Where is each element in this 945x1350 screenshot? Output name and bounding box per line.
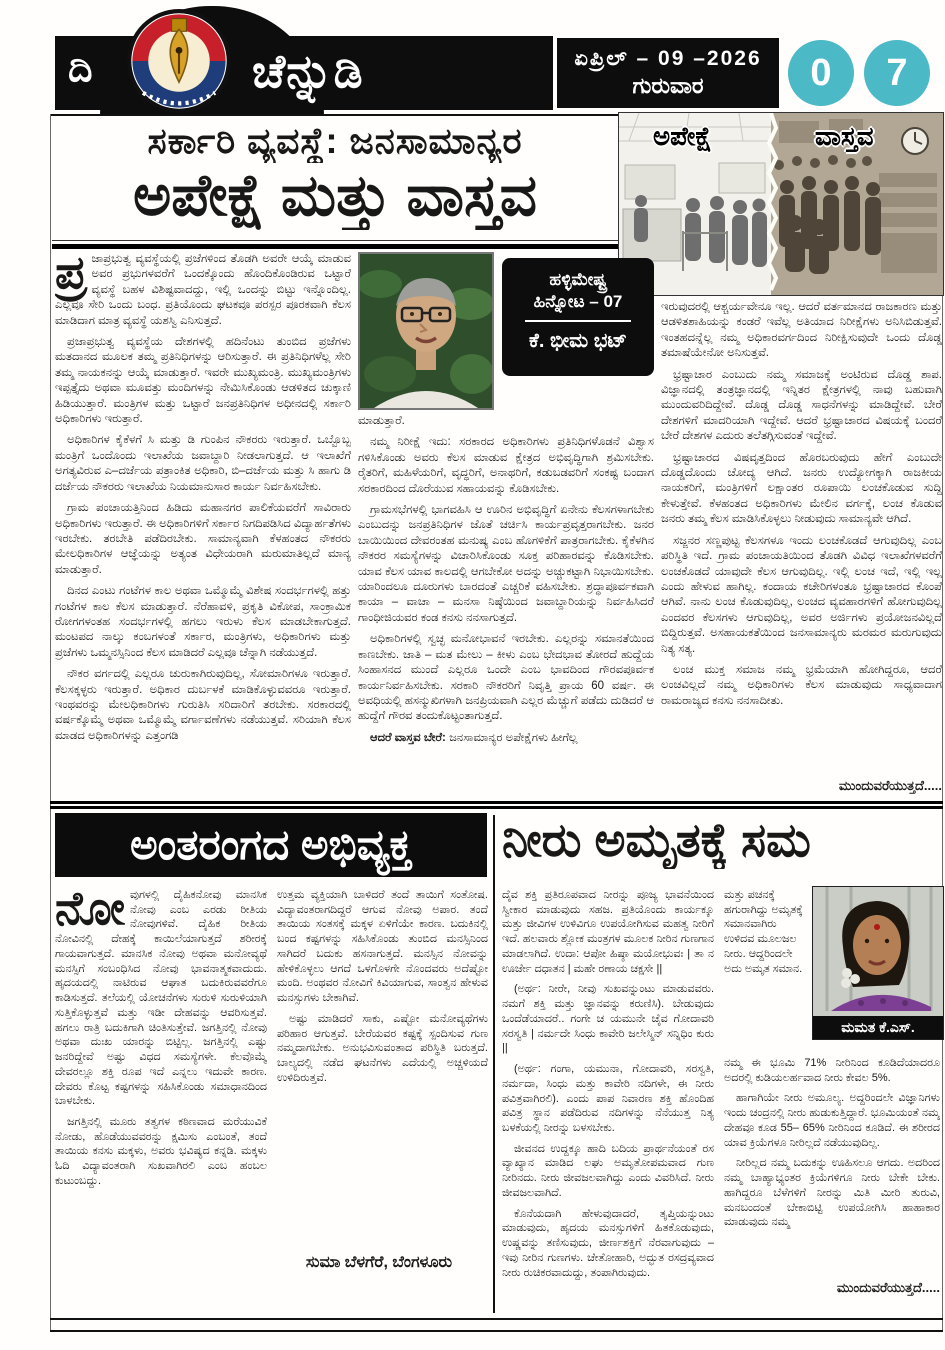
headline-rule — [52, 244, 618, 249]
pen-nib-logo-icon — [126, 8, 232, 114]
day-text: ಗುರುವಾರ — [632, 73, 704, 98]
page-frame-left — [50, 114, 51, 1330]
body-paragraph: ಲಂಚ ಮುಕ್ತ ಸಮಾಜ ನಮ್ಮ ಭ್ರಮೆಯಾಗಿ ಹೋಗಿದ್ದರೂ, ಆದರೆ ಲಂಚವಿಲ್ಲದೆ ನಮ್ಮ ಅಧಿಕಾರಿಗಳು ಕೆಲಸ ಮಾಡುವುದು ಸಾಧ್ಯವಾದಾಗ ರಾಮರಾಜ್ಯದ ಕನಸು ನನಸಾದೀತು. — [661, 663, 942, 707]
body-paragraph: ಗ್ರಾಮ ಪಂಚಾಯತ್ತಿನಿಂದ ಹಿಡಿದು ಮಹಾನಗರ ಪಾಲಿಕೆಯವರೆಗೆ ಸಾವಿರಾರು ಅಧಿಕಾರಿಗಳು ಇರುತ್ತಾರೆ. ಈ ಅಧಿಕಾರಿಗಳಿಗೆ ಸರ್ಕಾರ ನಿಗದಿಪಡಿಸಿದ ವಿದ್ಯಾರ್ಹತೆಗಳು ಇರಬೇಕು. ತರಬೇತಿ ಪಡೆದಿರಬೇಕು. ಸಾಮಾನ್ಯವಾಗಿ ಕೆಳಹಂತದ ನೌಕರರು ಮೇಲಧಿಕಾರಿಗಳ ಆಜ್ಞೆಯನ್ನು ಅತ್ಯಂತ ವಿಧೇಯರಾಗಿ ಮರುಮಾತಿಲ್ಲದೆ ಮಾನ್ಯ ಮಾಡುತ್ತಾರೆ. — [55, 502, 351, 576]
main-article-headline: ಅಪೇಕ್ಷೆ ಮತ್ತು ವಾಸ್ತವ — [132, 163, 537, 228]
body-paragraph: ಅಷ್ಟು ಮಾಡಿದರೆ ಸಾಕು, ಎಷ್ಟೋ ಮನೋವ್ಯಥೆಗಳು ಪರಿಹಾರ ಆಗುತ್ತವೆ. ಬೇರೆಯವರ ಕಷ್ಟಕ್ಕೆ ಸ್ಪಂದಿಸುವ ಗುಣ ನಮ್ಮದಾಗಬೇಕು. ಅನುಭವಿಸುವಂತಾದ ಪರಿಸ್ಥಿತಿ ಬರುತ್ತದೆ. ಬಾಲ್ಯದಲ್ಲಿ ನಡೆದ ಘಟನೆಗಳು ಎದೆಯಲ್ಲಿ ಅಚ್ಚಳಿಯದೆ ಉಳಿದಿರುತ್ತವೆ. — [277, 1012, 488, 1084]
bottom-rule — [50, 1318, 943, 1320]
body-paragraph: ನೋವುಗಳಲ್ಲಿ ದೈಹಿಕನೋವು ಮಾನಸಿಕ ನೋವು ಎಂಬ ಎರಡು ರೀತಿಯ ನೋವುಗಳಿವೆ. ದೈಹಿಕ ರೀತಿಯ ನೋವಿನಲ್ಲಿ ದೇಹಕ್ಕೆ ಕಾಯಿಲೆಯಾಗುತ್ತದೆ ಶರೀರಕ್ಕೆ ಗಾಯವಾಗುತ್ತದೆ. ಮಾನಸಿಕ ನೋವು ಅಥವಾ ಮನೋವ್ಯಥೆ ಮನಸ್ಸಿಗೆ ಸಂಬಂಧಿಸಿದ ನೋವು ಭಾವನಾತ್ಮಕವಾದುದು. ಹೃದಯದಲ್ಲಿ ನಾಟಿರುವ ಆಘಾತ ಬದುಕಿರುವವರೆಗೂ ಕಾಡಿಸುತ್ತದೆ. ತಲೆಯಲ್ಲಿ ಯೋಚನೆಗಳು ಸುರುಳಿ ಸುರುಳಿಯಾಗಿ ಸುತ್ತಿಕೊಳ್ಳುತ್ತವೆ ಮತ್ತು ಇಡೀ ದೇಹವನ್ನು ಆವರಿಸುತ್ತವೆ. ಹಗಲು ರಾತ್ರಿ ಬದುಕಿಗಾಗಿ ಚಿಂತಿಸುತ್ತೇವೆ. ಜಗತ್ತಿನಲ್ಲಿ ನೋವು ಅಥವಾ ದುಃಖ ಯಾರನ್ನು ಬಿಟ್ಟಿಲ್ಲ. ಜಗತ್ತಿನಲ್ಲಿ ಎಷ್ಟು ಜನರಿದ್ದೇವೆ ಅಷ್ಟು ವಿಧದ ಸಮಸ್ಯೆಗಳೇ. ಕೆಲವೊಮ್ಮೆ ದೇವರಲ್ಲೂ ಶಕ್ತಿ ರೂಪ ಇದೆ ಎನ್ನಲು ಇದುವೇ ಕಾರಣ. ದೇವರು ಕೊಟ್ಟ ಕಷ್ಟಗಳನ್ನು ಸಹಿಸಿಕೊಂಡು ಸಮಾಧಾನದಿಂದ ಬಾಳಬೇಕು. — [55, 888, 267, 1108]
column-number: ಹಿನ್ನೋಟ – 07 — [533, 292, 623, 311]
lead-in: ಆದರೆ ವಾಸ್ತವ ಬೇರೆ: — [370, 731, 446, 744]
right-article-column-1 — [502, 888, 714, 1312]
body-paragraph: ನೀರಿಲ್ಲದ ನಮ್ಮ ಬದುಕನ್ನು ಊಹಿಸಲೂ ಆಗದು. ಅದರಿಂದ ನಮ್ಮ ಬಾಹ್ಯಾಭ್ಯಂತರ ಕ್ರಿಯೆಗಳಿಗೂ ನೀರು ಬೇಕೇ ಬೇಕು. ಹಾಗಿದ್ದರೂ ಬೆಳೆಗಳಿಗೆ ನೀರನ್ನು ಮಿತಿ ಮೀರಿ ತುರುವಿ, ಮನಬಂದಂತೆ ಬೇಕಾಬಿಟ್ಟಿ ಉಪಯೋಗಿಸಿ ಹಾಹಾಕಾರ ಮಾಡುವುದು ನಮ್ಮ — [724, 1157, 940, 1229]
left-article-column-2 — [277, 888, 488, 1248]
section-divider — [50, 801, 943, 809]
right-article-column-2-narrow — [724, 888, 808, 1052]
bottom-rule — [50, 1330, 943, 1332]
masthead-prefix: ದಿ — [68, 48, 93, 90]
main-article-column-3 — [661, 300, 942, 772]
left-article-signature: ಸುಮಾ ಬೆಳಗೆರೆ, ಬೆಂಗಳೂರು — [305, 1254, 453, 1271]
page-frame-right — [942, 114, 943, 1330]
body-paragraph: ಆದರೆ ವಾಸ್ತವ ಬೇರೆ: ಜನಸಾಮಾನ್ಯರ ಅಪೇಕ್ಷೆಗಳು ಹೀಗೆಲ್ಲ — [370, 731, 578, 744]
main-article-kicker: ಸರ್ಕಾರಿ ವ್ಯವಸ್ಥೆ: ಜನಸಾಮಾನ್ಯರ — [147, 120, 523, 161]
body-paragraph: ಭ್ರಷ್ಟಾಚಾರದ ವಿಷವೃತ್ತದಿಂದ ಹೊರಬರುವುದು ಹೇಗೆ ಎಂಬುದೇ ದೊಡ್ಡದೊಂದು ಚೋದ್ಯ ಆಗಿದೆ. ಜನರು ಉದ್ಯೋಗಕ್ಕಾಗಿ ರಾಜಕೀಯ ನಾಯಕರಿಗೆ, ಮಂತ್ರಿಗಳಿಗೆ ಲಕ್ಷಾಂತರ ರೂಪಾಯಿ ಲಂಚಕೊಡುವ ಸುದ್ದಿ ಕೇಳುತ್ತೇವೆ. ಕೆಳಹಂತದ ಅಧಿಕಾರಿಗಳು ಮೇಲಿನ ವರ್ಗಕ್ಕೆ, ಲಂಚ ಕೊಡುವ ಜನರು ತಮ್ಮ ಕೆಲಸ ಮಾಡಿಸಿಕೊಳ್ಳಲು ನೀಡುವುದು ಸಾಮಾನ್ಯವೇ ಆಗಿದೆ. — [661, 451, 942, 526]
body-paragraph: ದಿನದ ಎಂಟು ಗಂಟೆಗಳ ಕಾಲ ಅಥವಾ ಒಮ್ಮೊಮ್ಮೆ ವಿಶೇಷ ಸಂದರ್ಭಗಳಲ್ಲಿ ಹತ್ತು ಗಂಟೆಗಳ ಕಾಲ ಕೆಲಸ ಮಾಡುತ್ತಾರೆ. ನೆರೆಹಾವಳಿ, ಪ್ರಕೃತಿ ವಿಕೋಪ, ಸಾಂಕ್ರಾಮಿಕ ರೋಗಗಳಂತಹ ಸಂದರ್ಭಗಳಲ್ಲಿ ಹಗಲು ಇರುಳು ಕೆಲಸ ಮಾಡಬೇಕಾಗುತ್ತದೆ. ಮಂಟಪದ ನಾಲ್ಕು ಕಂಬಗಳಂತೆ ಸರ್ಕಾರ, ಮಂತ್ರಿಗಳು, ಅಧಿಕಾರಿಗಳು ಮತ್ತು ಪ್ರಜೆಗಳು ಒಮ್ಮನಸ್ಸಿನಿಂದ ಕೆಲಸ ಮಾಡಿದರೆ ಎಲ್ಲವೂ ಚೆನ್ನಾಗಿ ನಡೆಯುತ್ತದೆ. — [55, 585, 351, 659]
left-article-column-1 — [55, 888, 267, 1248]
body-paragraph: (ಅರ್ಥ: ಗಂಗಾ, ಯಮುನಾ, ಗೋದಾವರಿ, ಸರಸ್ವತಿ, ನರ್ಮದಾ, ಸಿಂಧು ಮತ್ತು ಕಾವೇರಿ ನದಿಗಳೇ, ಈ ನೀರು ಪವಿತ್ರವಾಗಿರಲಿ). ಎಂದು ಪಾಪ ನಿವಾರಣ ಶಕ್ತಿ ಹೊಂದಿಹ ಪವಿತ್ರ ಸ್ಥಾನ ಪಡೆದಿರುವ ನದಿಗಳನ್ನು ನೆನೆಯುತ್ತ ನಿತ್ಯ ಬಳಕೆಯಲ್ಲಿ ನೀರನ್ನು ಬಳಸಬೇಕು. — [502, 1063, 714, 1135]
body-paragraph: ಕೊನೆಯದಾಗಿ ಹೇಳುವುದಾದರೆ, ತೃಪ್ತಿಯನ್ನುಂಟು ಮಾಡುವುದು, ಹೃದಯ ಮನಸ್ಸುಗಳಿಗೆ ಹಿತಕೊಡುವುದು, ಉಷ್ಣವನ್ನು ತಣಿಸುವುದು, ಜೀರ್ಣಶಕ್ತಿಗೆ ನೆರವಾಗುವುದು – ಇವು ನೀರಿನ ಗುಣಗಳು. ಚೇತೋಹಾರಿ, ಅದ್ಭುತ ರಸದ್ರವ್ಯವಾದ ನೀರು ರುಚಿಕರವಾದುದ್ದು, ತಂಪಾಗಿರುವುದು. — [502, 1207, 714, 1279]
byline-divider — [525, 320, 631, 322]
column-divider — [493, 815, 495, 1313]
main-article-column-1 — [55, 252, 351, 798]
page-digit-circle: 7 — [864, 40, 930, 106]
body-paragraph: ಉತ್ತಮ ವ್ಯಕ್ತಿಯಾಗಿ ಬಾಳಿದರೆ ತಂದೆ ತಾಯಿಗೆ ಸಂತೋಷ. ವಿದ್ಯಾವಂತರಾಗದಿದ್ದರೆ ಆಗುವ ನೋವು ಅಪಾರ. ತಂದೆ ತಾಯಿಯ ಸಂತಸಕ್ಕೆ ಮಕ್ಕಳ ಏಳಿಗೆಯೇ ಕಾರಣ. ಬದುಕಿನಲ್ಲಿ ಬಂದ ಕಷ್ಟಗಳನ್ನು ಸಹಿಸಿಕೊಂಡು ತುಂಬಿದ ಮನಸ್ಸಿನಿಂದ ಸಾಗಿದರೆ ಬದುಕು ಹಸನಾಗುತ್ತದೆ. ಮನಸ್ಸಿನ ನೋವನ್ನು ಹೇಳಿಕೊಳ್ಳಲು ಆಗದೆ ಒಳಗೊಳಗೇ ನೊಂದವರು ಅದೆಷ್ಟೋ ಮಂದಿ. ಅಂಥವರ ನೋವಿಗೆ ಕಿವಿಯಾಗುವ, ಸಾಂತ್ವನ ಹೇಳುವ ಮನಸ್ಸುಗಳು ಬೇಕಾಗಿವೆ. — [277, 889, 488, 1005]
body-paragraph: ಗ್ರಾಮಸಭೆಗಳಲ್ಲಿ ಭಾಗವಹಿಸಿ ಆ ಊರಿನ ಅಭಿವೃದ್ಧಿಗೆ ಏನೇನು ಕೆಲಸಗಳಾಗಬೇಕು ಎಂಬುದನ್ನು ಜನಪ್ರತಿನಿಧಿಗಳ ಜೊತೆ ಚರ್ಚಿಸಿ ಕಾರ್ಯಪ್ರವೃತ್ತರಾಗಬೇಕು. ಜನರ ಬಾಯಿಯಿಂದ ದೇವರಂತಹ ಮನುಷ್ಯ ಎಂಬ ಹೊಗಳಿಕೆಗೆ ಪಾತ್ರರಾಗಬೇಕು. ಕೈಕೆಳಗಿನ ನೌಕರರ ಸಮಸ್ಯೆಗಳನ್ನು ವಿಚಾರಿಸಿಕೊಂಡು ಸೂಕ್ತ ಪರಿಹಾರವನ್ನು ಕೊಡಿಸಬೇಕು. ಯಾವ ಕೆಲಸ ಯಾವ ಕಾಲದಲ್ಲಿ ಆಗಬೇಕೋ ಅದನ್ನು ಅಚ್ಚುಕಟ್ಟಾಗಿ ನಿಭಾಯಿಸಬೇಕು. ಯಾರಿಂದಲೂ ದೂರುಗಳು ಬಾರದಂತೆ ಎಚ್ಚರಿಕೆ ವಹಿಸಬೇಕು. ಶ್ರದ್ಧಾಪೂರ್ವಕವಾಗಿ ಕಾಯಾ – ವಾಚಾ – ಮನಸಾ ನಿಷ್ಠೆಯಿಂದ ಜವಾಬ್ದಾರಿಯನ್ನು ನಿರ್ವಹಿಸಿದರೆ ಗಾಂಧೀಜಿಯವರ ಕಂಡ ಕನಸು ನನಸಾಗುತ್ತದೆ. — [358, 504, 654, 624]
headline-rule — [52, 240, 618, 241]
body-paragraph: ನಮ್ಮ ಈ ಭೂಮಿ 71% ನೀರಿನಿಂದ ಕೂಡಿದೆಯಾದರೂ ಅದರಲ್ಲಿ ಕುಡಿಯಲರ್ಹವಾದ ನೀರು ಕೇವಲ 5%. — [724, 1057, 940, 1084]
drop-cap: ನೋ — [55, 888, 126, 934]
body-paragraph: ನೌಕರ ವರ್ಗದಲ್ಲಿ ಎಲ್ಲರೂ ಚುರುಕಾಗಿರುವುದಿಲ್ಲ, ಸೋಮಾರಿಗಳೂ ಇರುತ್ತಾರೆ. ಕೆಲಸಕ್ಕಳ್ಳರು ಇರುತ್ತಾರೆ. ಅಧಿಕಾರ ದುರ್ಬಳಕೆ ಮಾಡಿಕೊಳ್ಳುವವರೂ ಇರುತ್ತಾರೆ. ಇಂಥವರನ್ನು ಮೇಲಧಿಕಾರಿಗಳು ಗುರುತಿಸಿ ಸರಿದಾರಿಗೆ ತರಬೇಕು. ಸರಕಾರದಲ್ಲಿ ವರ್ಷಕ್ಕೊಮ್ಮೆ ಅಥವಾ ಒಮ್ಮೊಮ್ಮೆ ವರ್ಗಾವಣೆಗಳು ನಡೆಯುತ್ತವೆ. ಸರಿಯಾಗಿ ಕೆಲಸ ಮಾಡದ ಅಧಿಕಾರಿಗಳನ್ನು ಎತ್ತಂಗಡಿ — [55, 668, 351, 742]
body-paragraph: ಸಜ್ಜನರ ಸಣ್ಣಪುಟ್ಟ ಕೆಲಸಗಳೂ ಇಂದು ಲಂಚಕೊಡದೆ ಆಗುವುದಿಲ್ಲ ಎಂಬ ಪರಿಸ್ಥಿತಿ ಇದೆ. ಗ್ರಾಮ ಪಂಚಾಯತಿಯಿಂದ ತೊಡಗಿ ವಿವಿಧ ಇಲಾಖೆಗಳವರೆಗೆ ಲಂಚಕೊಡದೆ ಯಾವುದೇ ಕೆಲಸ ಆಗುವುದಿಲ್ಲ. ಇಲ್ಲಿ ಲಂಚ ಇದೆ, ಇಲ್ಲಿ ಇಲ್ಲ ಎಂದು ಹೇಳುವ ಹಾಗಿಲ್ಲ. ಕಂದಾಯ ಕಚೇರಿಗಳಂತೂ ಭ್ರಷ್ಟಾಚಾರದ ಕೊಂಪೆ ಆಗಿವೆ. ನಾನು ಲಂಚ ಕೊಡುವುದಿಲ್ಲ, ಲಂಚದ ವ್ಯವಹಾರಗಳಿಗೆ ಹೋಗುವುದಿಲ್ಲ ಎಂದವರ ಕೆಲಸಗಳು ಆಗುವುದಿಲ್ಲ, ಅವರ ಅರ್ಜಿಗಳು ಪ್ರಯೋಜನವಿಲ್ಲದೆ ಬಿದ್ದಿರುತ್ತವೆ. ಅಸಹಾಯಕತೆಯಿಂದ ಜನಸಾಮಾನ್ಯರು ಮರಮರ ಮರುಗುವುದು ನಿತ್ಯ ಸತ್ಯ. — [661, 534, 942, 655]
body-paragraph: (ಅರ್ಥ: ನೀರೇ, ನೀವು ಸುಖವನ್ನುಂಟು ಮಾಡುವವರು. ನಮಗೆ ಶಕ್ತಿ ಮತ್ತು ಜ್ಞಾನವನ್ನು ಕರುಣಿಸಿ). ಬೇಡುವುದು ಒಂದೆಡೆಯಾದರೆ.. ಗಂಗೇ ಚ ಯಮುನೇ ಚೈವ ಗೋದಾವರಿ ಸರಸ್ವತಿ | ನರ್ಮದೇ ಸಿಂಧು ಕಾವೇರಿ ಜಲೇಸ್ಮಿನ್ ಸನ್ನಿಧಿಂ ಕುರು || — [502, 983, 714, 1055]
body-paragraph: ಮಾಡುತ್ತಾರೆ. — [358, 415, 405, 427]
date-block — [557, 38, 779, 108]
author-name: ಕೆ. ಭೀಮ ಭಟ್ — [529, 330, 627, 352]
body-paragraph: ಪ್ರಜಾಪ್ರಭುತ್ವ ವ್ಯವಸ್ಥೆಯ ದೇಶಗಳಲ್ಲಿ ಹದಿನೆಂಟು ತುಂಬಿದ ಪ್ರಜೆಗಳು ಮತದಾನದ ಮೂಲಕ ತಮ್ಮ ಪ್ರತಿನಿಧಿಗಳನ್ನು ಆರಿಸುತ್ತಾರೆ. ಈ ಪ್ರತಿನಿಧಿಗಳೆಲ್ಲ ಸೇರಿ ತಮ್ಮ ನಾಯಕನನ್ನು ಆಯ್ಕೆ ಮಾಡುತ್ತಾರೆ. ಇವರೇ ಮುಖ್ಯಮಂತ್ರಿ. ಮುಖ್ಯಮಂತ್ರಿಗಳು ಇಪ್ಪತ್ತೈದು ಅಥವಾ ಮೂವತ್ತು ಮಂದಿಗಳನ್ನು ನೇಮಿಸಿಕೊಂಡು ಆಡಳಿತದ ಚುಕ್ಕಾಣಿ ಹಿಡಿಯುತ್ತಾರೆ. ಮಂತ್ರಿಗಳ ಮತ್ತು ಒಟ್ಟಾರೆ ಜನಪ್ರತಿನಿಧಿಗಳ ಅಧೀನದಲ್ಲಿ ಸರ್ಕಾರಿ ಅಧಿಕಾರಿಗಳು ಇರುತ್ತಾರೆ. — [55, 336, 351, 426]
body-paragraph: ಜಗತ್ತಿನಲ್ಲಿ ಮೂರು ತತ್ವಗಳ ಕಠಿಣವಾದ ಮರೆಯುವಿಕೆ ನೋಡು, ಹೊಡೆಯುವವರನ್ನು ಕ್ಷಮಿಸು ಎಂಬಂತೆ, ತಂದೆ ತಾಯಿಯ ಕನಸು ಮಕ್ಕಳು, ಅವರು ಭವಿಷ್ಯದ ಕನ್ನಡಿ. ಮಕ್ಕಳು ಓದಿ ವಿದ್ಯಾವಂತರಾಗಿ ಸುಖವಾಗಿರಲಿ ಎಂಬ ಹಂಬಲ ಕುಟುಂಬದ್ದು. — [55, 1116, 267, 1187]
expectation-vs-reality-illustration — [618, 112, 944, 296]
photo-caption: ಮಮತ ಕೆ.ಎಸ್. — [813, 1016, 943, 1039]
body-paragraph: ಪ್ರ ಜಾಪ್ರಭುತ್ವ ವ್ಯವಸ್ಥೆಯಲ್ಲಿ ಪ್ರಜೆಗಳಿಂದ ತೊಡಗಿ ಅವರೇ ಆಯ್ಕೆ ಮಾಡುವ ಅವರ ಪ್ರಭುಗಳವರೆಗೆ ಒಂದಕ್ಕೊಂದು ಹೊಂದಿಕೊಂಡಿರುವ ಒಟ್ಟಾರೆ ವ್ಯವಸ್ಥೆ ಬಹಳ ವಿಶಿಷ್ಟವಾದದ್ದು, ಇಲ್ಲಿ ಒಂದನ್ನು ಬಿಟ್ಟು ಇನ್ನೊಂದಿಲ್ಲ. ಎಲ್ಲವೂ ಸೇರಿ ಒಂದು ಬಂಧ. ಪ್ರತಿಯೊಂದು ಘಟಕವೂ ಪರಸ್ಪರ ಪೂರಕವಾಗಿ ಕೆಲಸ ಮಾಡಿದಾಗ ಮಾತ್ರ ವ್ಯವಸ್ಥೆ ಯಶಸ್ವಿ ಎನಿಸುತ್ತದೆ. — [55, 252, 351, 327]
contributor-photo — [812, 886, 944, 1040]
date-text: ಏಪ್ರಿಲ್ – 09 –2026 — [574, 47, 762, 70]
author-photo — [358, 252, 494, 410]
drop-cap: ಪ್ರ — [55, 252, 87, 298]
body-paragraph: ದೈವ ಶಕ್ತಿ ಪ್ರತಿರೂಪವಾದ ನೀರನ್ನು ಪೂಜ್ಯ ಭಾವನೆಯಿಂದ ಸ್ವೀಕಾರ ಮಾಡುವುದು ಸಹಜ. ಪ್ರತಿಯೊಂದು ಕಾರ್ಯಕ್ಕೂ ಮತ್ತು ಜೀವಿಗಳ ಉಳಿವಿಗೂ ಉಪಯೋಗಿಸುವ ಮಹತ್ವ ನೀರಿಗೆ ಇದೆ. ಹಲವಾರು ಶ್ಲೋಕ ಮಂತ್ರಗಳ ಮೂಲಕ ನೀರಿನ ಗುಣಗಾನ ಮಾಡಲಾಗಿದೆ. ಉದಾ: ಆಪೋ ಹಿಷ್ಠಾ ಮಯೋಭುವಃ | ತಾ ನ ಊರ್ಜೇ ದಧಾತನ | ಮಹೇ ರಣಾಯ ಚಕ್ಷಸೇ || — [502, 889, 714, 975]
column-name: ಹಳ್ಳಿಮೇಷ್ಟ್ರ — [549, 270, 607, 289]
right-article-headline: ನೀರು ಅಮೃತಕ್ಕೆ ಸಮ — [502, 813, 811, 866]
body-paragraph: ಅಧಿಕಾರಿಗಳಲ್ಲಿ ಸ್ವಚ್ಛ ಮನೋಭಾವನೆ ಇರಬೇಕು. ಎಲ್ಲರನ್ನು ಸಮಾನತೆಯಿಂದ ಕಾಣಬೇಕು. ಜಾತಿ – ಮತ ಮೇಲು – ಕೀಳು ಎಂಬ ಭೇದಭಾವ ತೋರದೆ ಹುದ್ದೆಯ ಸಿಂಹಾಸನದ ಮುಂದೆ ಎಲ್ಲರೂ ಒಂದೇ ಎಂಬ ಭಾವದಿಂದ ಗೌರವಪೂರ್ವಕ ಕಾರ್ಯನಿರ್ವಹಿಸಬೇಕು. ಸರಕಾರಿ ನೌಕರರಿಗೆ ನಿವೃತ್ತಿ ಪ್ರಾಯ 60 ವರ್ಷ. ಈ ಅವಧಿಯಲ್ಲಿ ಹಸನ್ಮುಖಿಗಳಾಗಿ ಜನಪ್ರಿಯವಾಗಿ ಎಲ್ಲರ ಮೆಚ್ಚುಗೆ ಪಡೆದು ದುಡಿದರೆ ಆ ಹುದ್ದೆಗೆ ಗೌರವ ತಂದುಕೊಟ್ಟಂತಾಗುತ್ತದೆ. — [358, 633, 654, 723]
continuation-note: ಮುಂದುವರೆಯುತ್ತದೆ..... — [836, 1280, 940, 1295]
body-paragraph: ಇರುವುದರಲ್ಲಿ ಆಶ್ಚರ್ಯವೇನೂ ಇಲ್ಲ. ಆದರೆ ವರ್ತಮಾನದ ರಾಜಕಾರಣ ಮತ್ತು ಆಡಳಿತಶಾಹಿಯನ್ನು ಕಂಡರೆ ಇವೆಲ್ಲ ಅತಿಯಾದ ನಿರೀಕ್ಷೆಗಳು ಅನಿಸಿಬಿಡುತ್ತವೆ. ಇಂತಹದನ್ನೆಲ್ಲ ನಮ್ಮ ಅಧಿಕಾರವರ್ಗದಿಂದ ನಿರೀಕ್ಷಿಸುವುದೇ ಒಂದು ದೊಡ್ಡ ತಮಾಷೆಯೇನೋ ಅನಿಸುತ್ತವೆ. — [661, 301, 942, 360]
page-number — [788, 40, 930, 106]
right-article-column-2 — [724, 1056, 940, 1274]
masthead-title: ಚೆನ್ನುಡಿ — [252, 45, 364, 97]
main-article-column-2 — [358, 414, 654, 798]
body-paragraph: ಹಾಗಾಗಿಯೇ ನೀರು ಅಮೂಲ್ಯ. ಅದ್ದರಿಂದಲೇ ವಿಜ್ಞಾನಿಗಳು ಇಂದು ಚಂದ್ರನಲ್ಲಿ ನೀರು ಹುಡುಕುತ್ತಿದ್ದಾರೆ. ಭೂಮಿಯಂತೆ ನಮ್ಮ ದೇಹವೂ ಕೂಡ 55– 65% ನೀರಿನಿಂದ ಕೂಡಿದೆ. ಈ ಶರೀರದ ಯಾವ ಕ್ರಿಯೆಗಳೂ ನೀರಿಲ್ಲದೆ ನಡೆಯುವುದಿಲ್ಲ. — [724, 1092, 940, 1149]
illustration-label-reality: ವಾಸ್ತವ — [815, 121, 874, 151]
left-article-headline: ಅಂತರಂಗದ ಅಭಿವ್ಯಕ್ತ — [55, 813, 487, 877]
body-paragraph: ನಮ್ಮ ನಿರೀಕ್ಷೆ ಇದು: ಸರಕಾರದ ಅಧಿಕಾರಿಗಳು ಪ್ರತಿನಿಧಿಗಳೊಡನೆ ವಿಶ್ವಾಸ ಗಳಿಸಿಕೊಂಡು ಅವರು ಕೆಲಸ ಮಾಡುವ ಕ್ಷೇತ್ರದ ಅಭಿವೃದ್ಧಿಗಾಗಿ ಶ್ರಮಿಸಬೇಕು. ರೈತರಿಗೆ, ಮಹಿಳೆಯರಿಗೆ, ವೃದ್ಧರಿಗೆ, ಅನಾಥರಿಗೆ, ಕಡುಬಡವರಿಗೆ ಸಂಕಷ್ಟ ಬಂದಾಗ ಸರಕಾರದಿಂದ ದೊರೆಯುವ ಸಹಾಯವನ್ನು ಕೊಡಿಸಬೇಕು. — [358, 436, 654, 495]
body-paragraph: ಅಧಿಕಾರಿಗಳ ಕೈಕೆಳಗೆ ಸಿ ಮತ್ತು ಡಿ ಗುಂಪಿನ ನೌಕರರು ಇರುತ್ತಾರೆ. ಒಬ್ಬೊಬ್ಬ ಮಂತ್ರಿಗೆ ಒಂದೊಂದು ಇಲಾಖೆಯ ಜವಾಬ್ದಾರಿ ನೀಡಲಾಗುತ್ತದೆ. ಆ ಇಲಾಖೆಗೆ ಅಗತ್ಯವಿರುವ ಎ–ದರ್ಜೆಯ ಪತ್ರಾಂಕಿತ ಅಧಿಕಾರಿ, ಬಿ–ದರ್ಜೆಯ ಮತ್ತು ಸಿ ಹಾಗು ಡಿ ದರ್ಜೆಯ ನೌಕರರು ಇಲಾಖೆಯ ನಿಯಮಾನುಸಾರ ಕಾರ್ಯ ನಿರ್ವಹಿಸಬೇಕು. — [55, 434, 351, 493]
body-paragraph: ಜೀವನದ ಉದ್ದಕ್ಕೂ ಹಾದಿ ಬದಿಯ ಪ್ರಾರ್ಥನೆಯಂತೆ ರಸ ವ್ಯಾಖ್ಯಾನ ಮಾಡಿದ ಲಘು ಅಮೃತೋಪಮವಾದ ಗುಣ ನೀರಿನದು. ನೀರು ಜೀವಜಲವಾಗಿದ್ದು ಎಂದು ವಿವರಿಸಿದೆ. ನೀರು ಜೀವಜಲವಾಗಿದೆ. — [502, 1142, 714, 1199]
body-paragraph: ಭ್ರಷ್ಟಾಚಾರ ಎಂಬುದು ನಮ್ಮ ಸಮಾಜಕ್ಕೆ ಅಂಟಿರುವ ದೊಡ್ಡ ಶಾಪ. ವಿಜ್ಞಾನದಲ್ಲಿ ತಂತ್ರಜ್ಞಾನದಲ್ಲಿ ಇನ್ನಿತರ ಕ್ಷೇತ್ರಗಳಲ್ಲಿ ನಾವು ಬಹುವಾಗಿ ಮುಂದುವರಿದಿದ್ದೇವೆ. ದೊಡ್ಡ ದೊಡ್ಡ ಸಾಧನೆಗಳನ್ನು ಮಾಡಿದ್ದೇವೆ. ಬೇರೆ ದೇಶಗಳಿಗೆ ಮಾದರಿಯಾಗಿ ಇದ್ದೇವೆ. ಆದರೆ ಭ್ರಷ್ಟಾಚಾರದ ವಿಷಯಕ್ಕೆ ಬಂದರೆ ಬೇರೆ ದೇಶಗಳ ಎದುರು ತಲೆತಗ್ಗಿಸುವಂತೆ ಇದ್ದೇವೆ. — [661, 368, 942, 443]
column-byline-box — [502, 258, 654, 376]
continuation-note: ಮುಂದುವರೆಯುತ್ತದೆ..... — [838, 778, 942, 793]
illustration-label-expectation: ಅಪೇಕ್ಷೆ — [653, 121, 713, 151]
page-digit-circle: 0 — [788, 40, 854, 106]
body-paragraph: ಮತ್ತು ಪಚನಕ್ಕೆ ಹಗುರಾಗಿದ್ದು ಅಮೃತಕ್ಕೆ ಸಮಾನವಾಗಿರು ಉಳಿದವ ಮೂಲಜಲ ನೀರು. ಆದ್ದರಿಂದಲೇ ಅದು ಅಮೃತ ಸಮಾನ. — [724, 889, 803, 975]
